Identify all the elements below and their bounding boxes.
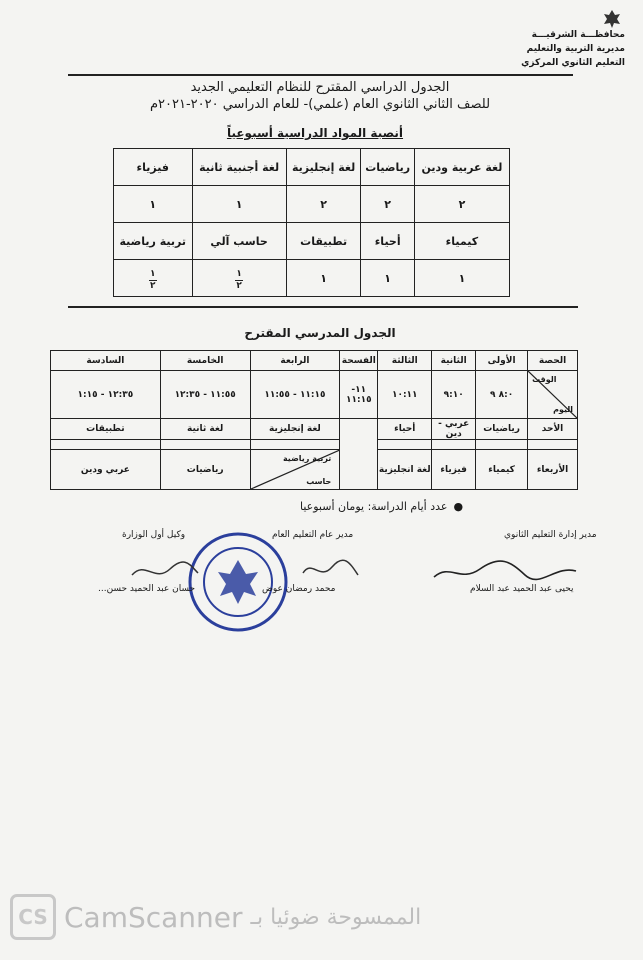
schedule-cell: عربي - دين	[432, 419, 476, 440]
day-label: الأحد	[528, 419, 578, 440]
period-time: ٩:١٠	[432, 371, 476, 419]
top-divider	[68, 74, 573, 76]
middle-divider	[68, 306, 578, 308]
period-time: ١١:١٥ - ١١:٥٥	[250, 371, 340, 419]
page-title-line1: الجدول الدراسي المقترح للنظام التعليمي الجديد	[190, 80, 450, 95]
period-header: الخامسة	[160, 351, 250, 371]
quota-value: ٢	[414, 186, 509, 223]
schedule-header-row	[51, 351, 578, 371]
quota-row-subjects-2	[114, 223, 510, 260]
schedule-cell: لغة ثانية	[160, 419, 250, 440]
quota-fraction: $\frac{١}{٢}$	[192, 260, 286, 297]
schedule-cell: عربي ودين	[51, 450, 161, 490]
study-days-note: ●عدد أيام الدراسة: يومان أسبوعيا	[300, 500, 464, 513]
quota-cell: أحياء	[361, 223, 414, 260]
quota-value: ١	[114, 186, 193, 223]
period-header: السادسة	[51, 351, 161, 371]
schedule-row-wednesday	[51, 450, 578, 490]
period-header: الثانية	[432, 351, 476, 371]
period-time: ١١:٥٥ - ١٢:٣٥	[160, 371, 250, 419]
signature-left-name: ...حسان عبد الحميد حسن	[98, 584, 196, 594]
camscanner-brand: CamScanner	[64, 900, 243, 934]
period-time: ١١- ١١:١٥	[340, 371, 378, 419]
camscanner-watermark	[10, 894, 421, 940]
period-time: ٨:٠ ٩	[476, 371, 528, 419]
period-header: الفسحة	[340, 351, 378, 371]
break-cell	[340, 419, 378, 490]
split-cell	[250, 450, 340, 490]
day-label: الأربعاء	[528, 450, 578, 490]
signature-middle	[300, 555, 360, 585]
quota-value: ٢	[361, 186, 414, 223]
page-title-line2: للصف الثاني الثانوي العام (علمي)- للعام الدراسي ٢٠٢٠-٢٠٢١م	[149, 97, 491, 112]
period-header: الثالثة	[378, 351, 432, 371]
split-cell-top: تربية رياضية	[282, 454, 332, 463]
signature-middle-name: محمد رمضان عوض	[262, 584, 336, 594]
schedule-cell: لغة إنجليزية	[250, 419, 340, 440]
period-label: الحصة	[528, 351, 578, 371]
camscanner-logo-icon: CS	[10, 894, 56, 940]
quota-value: ١	[361, 260, 414, 297]
quota-cell: تطبيقات	[286, 223, 361, 260]
schedule-spacer-row	[51, 440, 578, 450]
schedule-cell: لغة انجليزية	[378, 450, 432, 490]
header-governorate: محافظـــة الشرقيـــة	[531, 30, 625, 40]
quota-cell: فيزياء	[114, 149, 193, 186]
quota-cell: حاسب آلي	[192, 223, 286, 260]
time-day-corner: الوقت اليوم	[528, 371, 578, 419]
schedule-cell: رياضيات	[160, 450, 250, 490]
header-department: التعليم الثانوي المركزي	[521, 58, 625, 68]
bullet-icon: ●	[453, 500, 464, 513]
schedule-row-sunday	[51, 419, 578, 440]
quota-value: ١	[414, 260, 509, 297]
period-header: الرابعة	[250, 351, 340, 371]
schedule-cell: فيزياء	[432, 450, 476, 490]
schedule-cell: تطبيقات	[51, 419, 161, 440]
schedule-cell: أحياء	[378, 419, 432, 440]
quota-value: ٢	[286, 186, 361, 223]
quota-row-subjects-1	[114, 149, 510, 186]
schedule-cell: رياضيات	[476, 419, 528, 440]
quota-row-values-2	[114, 260, 510, 297]
quota-cell: كيمياء	[414, 223, 509, 260]
signature-left	[130, 555, 200, 585]
quota-cell: رياضيات	[361, 149, 414, 186]
quota-table	[113, 148, 510, 297]
quota-cell: لغة أجنبية ثانية	[192, 149, 286, 186]
signature-middle-title: مدير عام التعليم العام	[272, 530, 354, 540]
emblem-icon	[601, 8, 623, 30]
schedule-heading: الجدول المدرسي المقترح	[244, 326, 396, 340]
signature-right-name: يحيى عبد الحميد عبد السلام	[470, 584, 574, 594]
schedule-cell: كيمياء	[476, 450, 528, 490]
period-header: الأولى	[476, 351, 528, 371]
quota-heading: أنصبة المواد الدراسية أسبوعياً	[226, 126, 404, 140]
signature-left-title: وكيل أول الوزارة	[122, 530, 186, 540]
signature-right-title: مدير إدارة التعليم الثانوي	[504, 530, 597, 540]
quota-value: ١	[192, 186, 286, 223]
quota-cell: لغة إنجليزية	[286, 149, 361, 186]
official-stamp	[186, 530, 290, 634]
period-time: ١٢:٣٥ - ١:١٥	[51, 371, 161, 419]
schedule-table	[50, 350, 578, 490]
quota-cell: تربية رياضية	[114, 223, 193, 260]
quota-cell: لغة عربية ودين	[414, 149, 509, 186]
split-cell-bottom: حاسب	[306, 477, 332, 486]
signature-right	[430, 555, 580, 587]
camscanner-arabic: الممسوحة ضوئيا بـ	[250, 904, 422, 930]
quota-row-values-1	[114, 186, 510, 223]
quota-value: ١	[286, 260, 361, 297]
header-directorate: مديرية التربية والتعليم	[526, 44, 625, 54]
quota-fraction: $\frac{١}{٢}$	[114, 260, 193, 297]
period-time: ١٠:١١	[378, 371, 432, 419]
schedule-time-row	[51, 371, 578, 419]
